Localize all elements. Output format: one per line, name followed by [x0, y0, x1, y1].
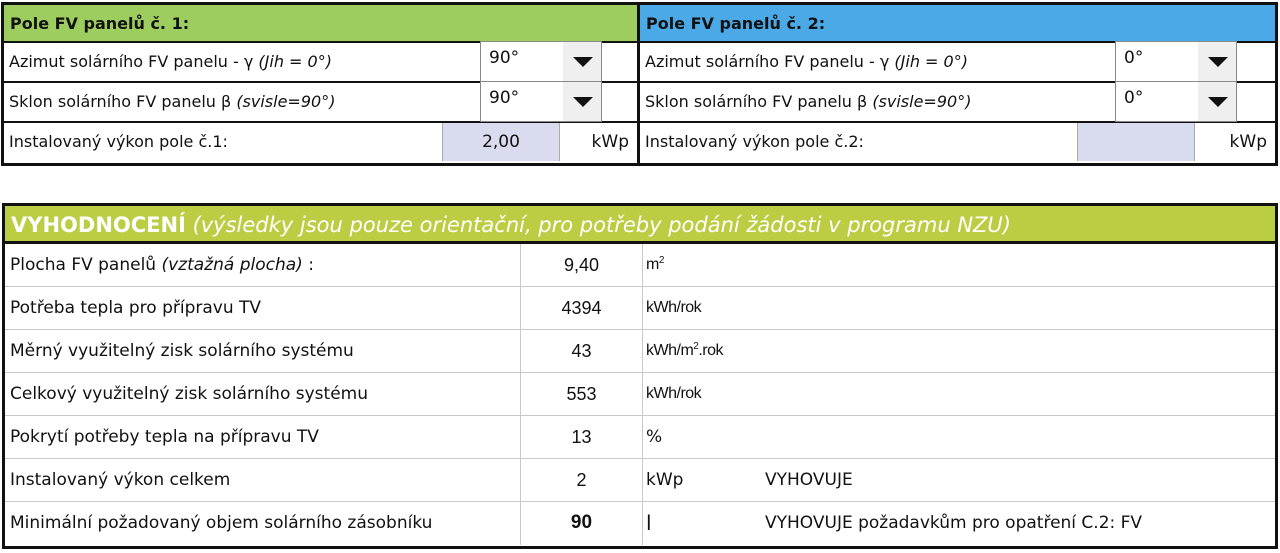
unit-base: kWh/m — [646, 342, 694, 359]
unit-tail: .rok — [698, 342, 724, 359]
azimuth-dropdown-1[interactable] — [480, 41, 602, 82]
tilt-value: 0° — [1124, 88, 1144, 108]
row-label: Instalovaný výkon celkem — [10, 470, 231, 490]
power-input-2[interactable] — [1077, 123, 1195, 161]
row-unit: % — [646, 427, 663, 447]
pv-array-2-panel — [637, 2, 1278, 166]
tilt-label: Sklon solárního FV panelu β — [645, 92, 873, 111]
pv-array-2-title: Pole FV panelů č. 2: — [640, 5, 1275, 43]
status-badge: VYHOVUJE — [765, 470, 853, 490]
row-label: Plocha FV panelů — [10, 255, 162, 275]
row-label: Minimální požadovaný objem solárního zásobníku — [10, 513, 433, 533]
row-unit — [646, 287, 701, 329]
unit-superscript: 2 — [658, 255, 664, 266]
tilt-dropdown-1[interactable] — [480, 81, 602, 122]
table-row — [5, 244, 1275, 287]
row-value: 2 — [520, 459, 643, 501]
row-value: 43 — [520, 330, 643, 372]
row-unit: kWp — [646, 470, 684, 490]
row-label: Měrný využitelný zisk solárního systému — [10, 341, 354, 361]
chevron-down-icon[interactable] — [1198, 82, 1236, 121]
azimuth-hint: (Jih = 0°) — [258, 52, 332, 71]
azimuth-dropdown-2[interactable] — [1115, 41, 1237, 82]
evaluation-table — [2, 203, 1278, 549]
row-label: Potřeba tepla pro přípravu TV — [10, 298, 262, 318]
table-row — [5, 502, 1275, 545]
row-unit — [646, 330, 723, 372]
status-badge: VYHOVUJE požadavkům pro opatření C.2: FV — [765, 513, 1143, 533]
power-label: Instalovaný výkon pole č.2: — [645, 132, 864, 151]
power-label: Instalovaný výkon pole č.1: — [9, 132, 228, 151]
chevron-down-icon[interactable] — [1198, 42, 1236, 81]
tilt-row-1 — [4, 83, 637, 123]
evaluation-title: VYHODNOCENÍ — [11, 213, 186, 237]
row-label: Pokrytí potřeby tepla na přípravu TV — [10, 427, 319, 447]
tilt-row-2 — [640, 83, 1275, 123]
unit-base: kWh/rok — [646, 385, 702, 402]
tilt-label: Sklon solárního FV panelu β — [9, 92, 237, 111]
evaluation-subtitle: (výsledky jsou pouze orientační, pro potřeby podání žádosti v programu NZU) — [185, 213, 1011, 237]
unit-base: kWh/rok — [646, 299, 702, 316]
tilt-value: 90° — [489, 88, 520, 108]
azimuth-value: 90° — [489, 48, 520, 68]
table-row — [5, 416, 1275, 459]
azimuth-value: 0° — [1124, 48, 1144, 68]
row-value: 553 — [520, 373, 643, 415]
table-row — [5, 287, 1275, 330]
azimuth-label: Azimut solárního FV panelu - γ — [645, 52, 895, 71]
row-value: 4394 — [520, 287, 643, 329]
evaluation-header — [5, 206, 1275, 244]
power-unit: kWp — [1229, 132, 1267, 152]
table-row — [5, 459, 1275, 502]
tilt-hint: (svisle=90°) — [872, 92, 972, 111]
row-unit — [646, 373, 701, 415]
chevron-down-icon[interactable] — [563, 82, 601, 121]
unit-superscript: 2 — [693, 341, 699, 352]
pv-array-1-panel — [1, 2, 640, 166]
row-label: Celkový využitelný zisk solárního systému — [10, 384, 368, 404]
azimuth-row-1 — [4, 43, 637, 83]
unit-base: m — [646, 256, 659, 273]
power-unit: kWp — [591, 132, 629, 152]
chevron-down-icon[interactable] — [563, 42, 601, 81]
table-row — [5, 330, 1275, 373]
tilt-dropdown-2[interactable] — [1115, 81, 1237, 122]
power-row-1 — [4, 123, 637, 163]
row-value: 90 — [520, 502, 643, 545]
azimuth-hint: (Jih = 0°) — [894, 52, 968, 71]
power-row-2 — [640, 123, 1275, 163]
tilt-hint: (svisle=90°) — [236, 92, 336, 111]
row-label-hint: (vztažná plocha) — [161, 255, 303, 275]
row-unit: l — [646, 511, 652, 535]
azimuth-row-2 — [640, 43, 1275, 83]
pv-array-1-title: Pole FV panelů č. 1: — [4, 5, 637, 43]
row-unit — [646, 244, 664, 286]
table-row — [5, 373, 1275, 416]
azimuth-label: Azimut solárního FV panelu - γ — [9, 52, 259, 71]
power-input-1[interactable]: 2,00 — [442, 123, 560, 161]
row-value: 9,40 — [520, 244, 643, 286]
row-value: 13 — [520, 416, 643, 458]
row-label-suffix: : — [302, 255, 314, 275]
